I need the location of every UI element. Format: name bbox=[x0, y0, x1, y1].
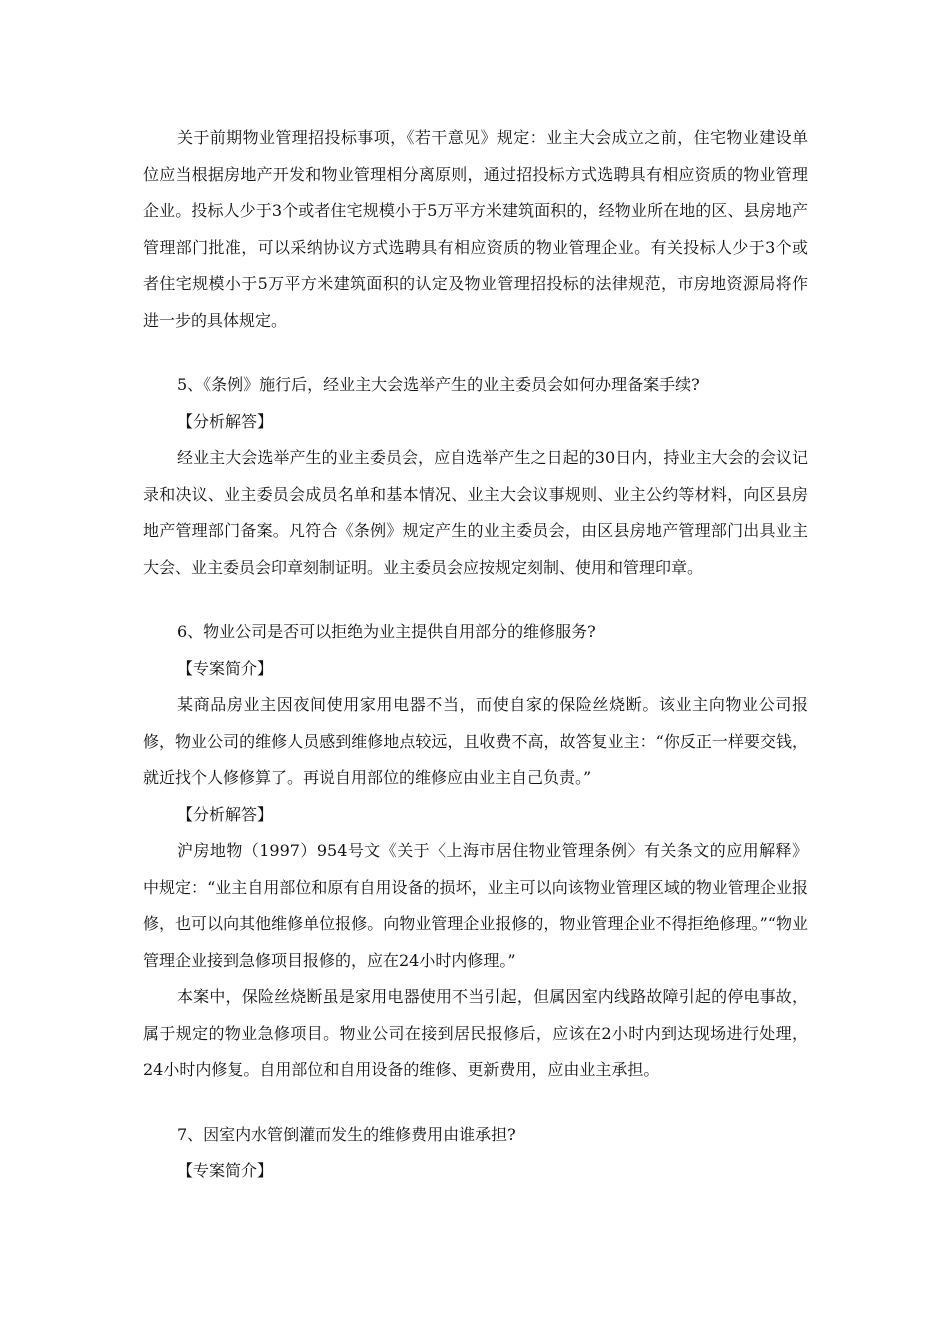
analysis-heading-6: 【分析解答】 bbox=[177, 804, 274, 824]
question-5: 5、《条例》施行后，经业主大会选举产生的业主委员会如何办理备案手续? bbox=[177, 375, 700, 394]
analysis-heading-5: 【分析解答】 bbox=[177, 411, 274, 431]
paragraph-tendering-rules: 关于前期物业管理招投标事项，《若干意见》规定：业主大会成立之前，住宅物业建设单位应当根据房地产开发和物业管理相分离原则，通过招投标方式选聘具有相应资质的物业管理企业。投标人少于3个或者住宅规模小于5万平方米建筑面积的，经物业所在地的区、县房地产管理部门批准，可以采纳协议方式选聘具有相应资质的物业管理企业。有关投标人少于3个或者住宅规模小于5万平方米建筑面积的认定及物业管理招投标的法律规范，市房地资源局将作进一步的具体规定。 bbox=[143, 128, 808, 330]
analysis-5: 经业主大会选举产生的业主委员会，应自选举产生之日起的30日内，持业主大会的会议记录和决议、业主委员会成员名单和基本情况、业主大会议事规则、业主公约等材料，向区县房地产管理部门备案。凡符合《条例》规定产生的业主委员会，由区县房地产管理部门出具业主大会、业主委员会印章刻制证明。业主委员会应按规定刻制、使用和管理印章。 bbox=[143, 448, 808, 577]
paragraph-gap bbox=[143, 586, 808, 614]
question-7: 7、因室内水管倒灌而发生的维修费用由谁承担? bbox=[177, 1124, 516, 1144]
case-6: 某商品房业主因夜间使用家用电器不当，而使自家的保险丝烧断。该业主向物业公司报修，物业公司的维修人员感到维修地点较远，且收费不高，故答复业主：“你反正一样要交钱，就近找个人修修算了。再说自用部位的维修应由业主自己负责。” bbox=[143, 695, 808, 787]
document-body bbox=[143, 120, 808, 1190]
paragraph-gap bbox=[143, 1089, 808, 1117]
paragraph-gap bbox=[143, 339, 808, 367]
case-heading-7: 【专案简介】 bbox=[177, 1161, 274, 1180]
analysis-6-part2: 本案中，保险丝烧断虽是家用电器使用不当引起，但属因室内线路故障引起的停电事故，属于规定的物业急修项目。物业公司在接到居民报修后，应该在2小时内到达现场进行处理，24小时内修复。自用部位和自用设备的维修、更新费用，应由业主承担。 bbox=[143, 987, 808, 1079]
question-6: 6、物业公司是否可以拒绝为业主提供自用部分的维修服务? bbox=[177, 622, 596, 641]
analysis-6-part1: 沪房地物（1997）954号文《关于〈上海市居住物业管理条例〉有关条文的应用解释》中规定：“业主自用部位和原有自用设备的损坏，业主可以向该物业管理区域的物业管理企业报修，也可以向其他维修单位报修。向物业管理企业报修的，物业管理企业不得拒绝修理。”“物业管理企业接到急修项目报修的，应在24小时内修理。” bbox=[143, 841, 808, 970]
case-heading-6: 【专案简介】 bbox=[177, 658, 274, 678]
